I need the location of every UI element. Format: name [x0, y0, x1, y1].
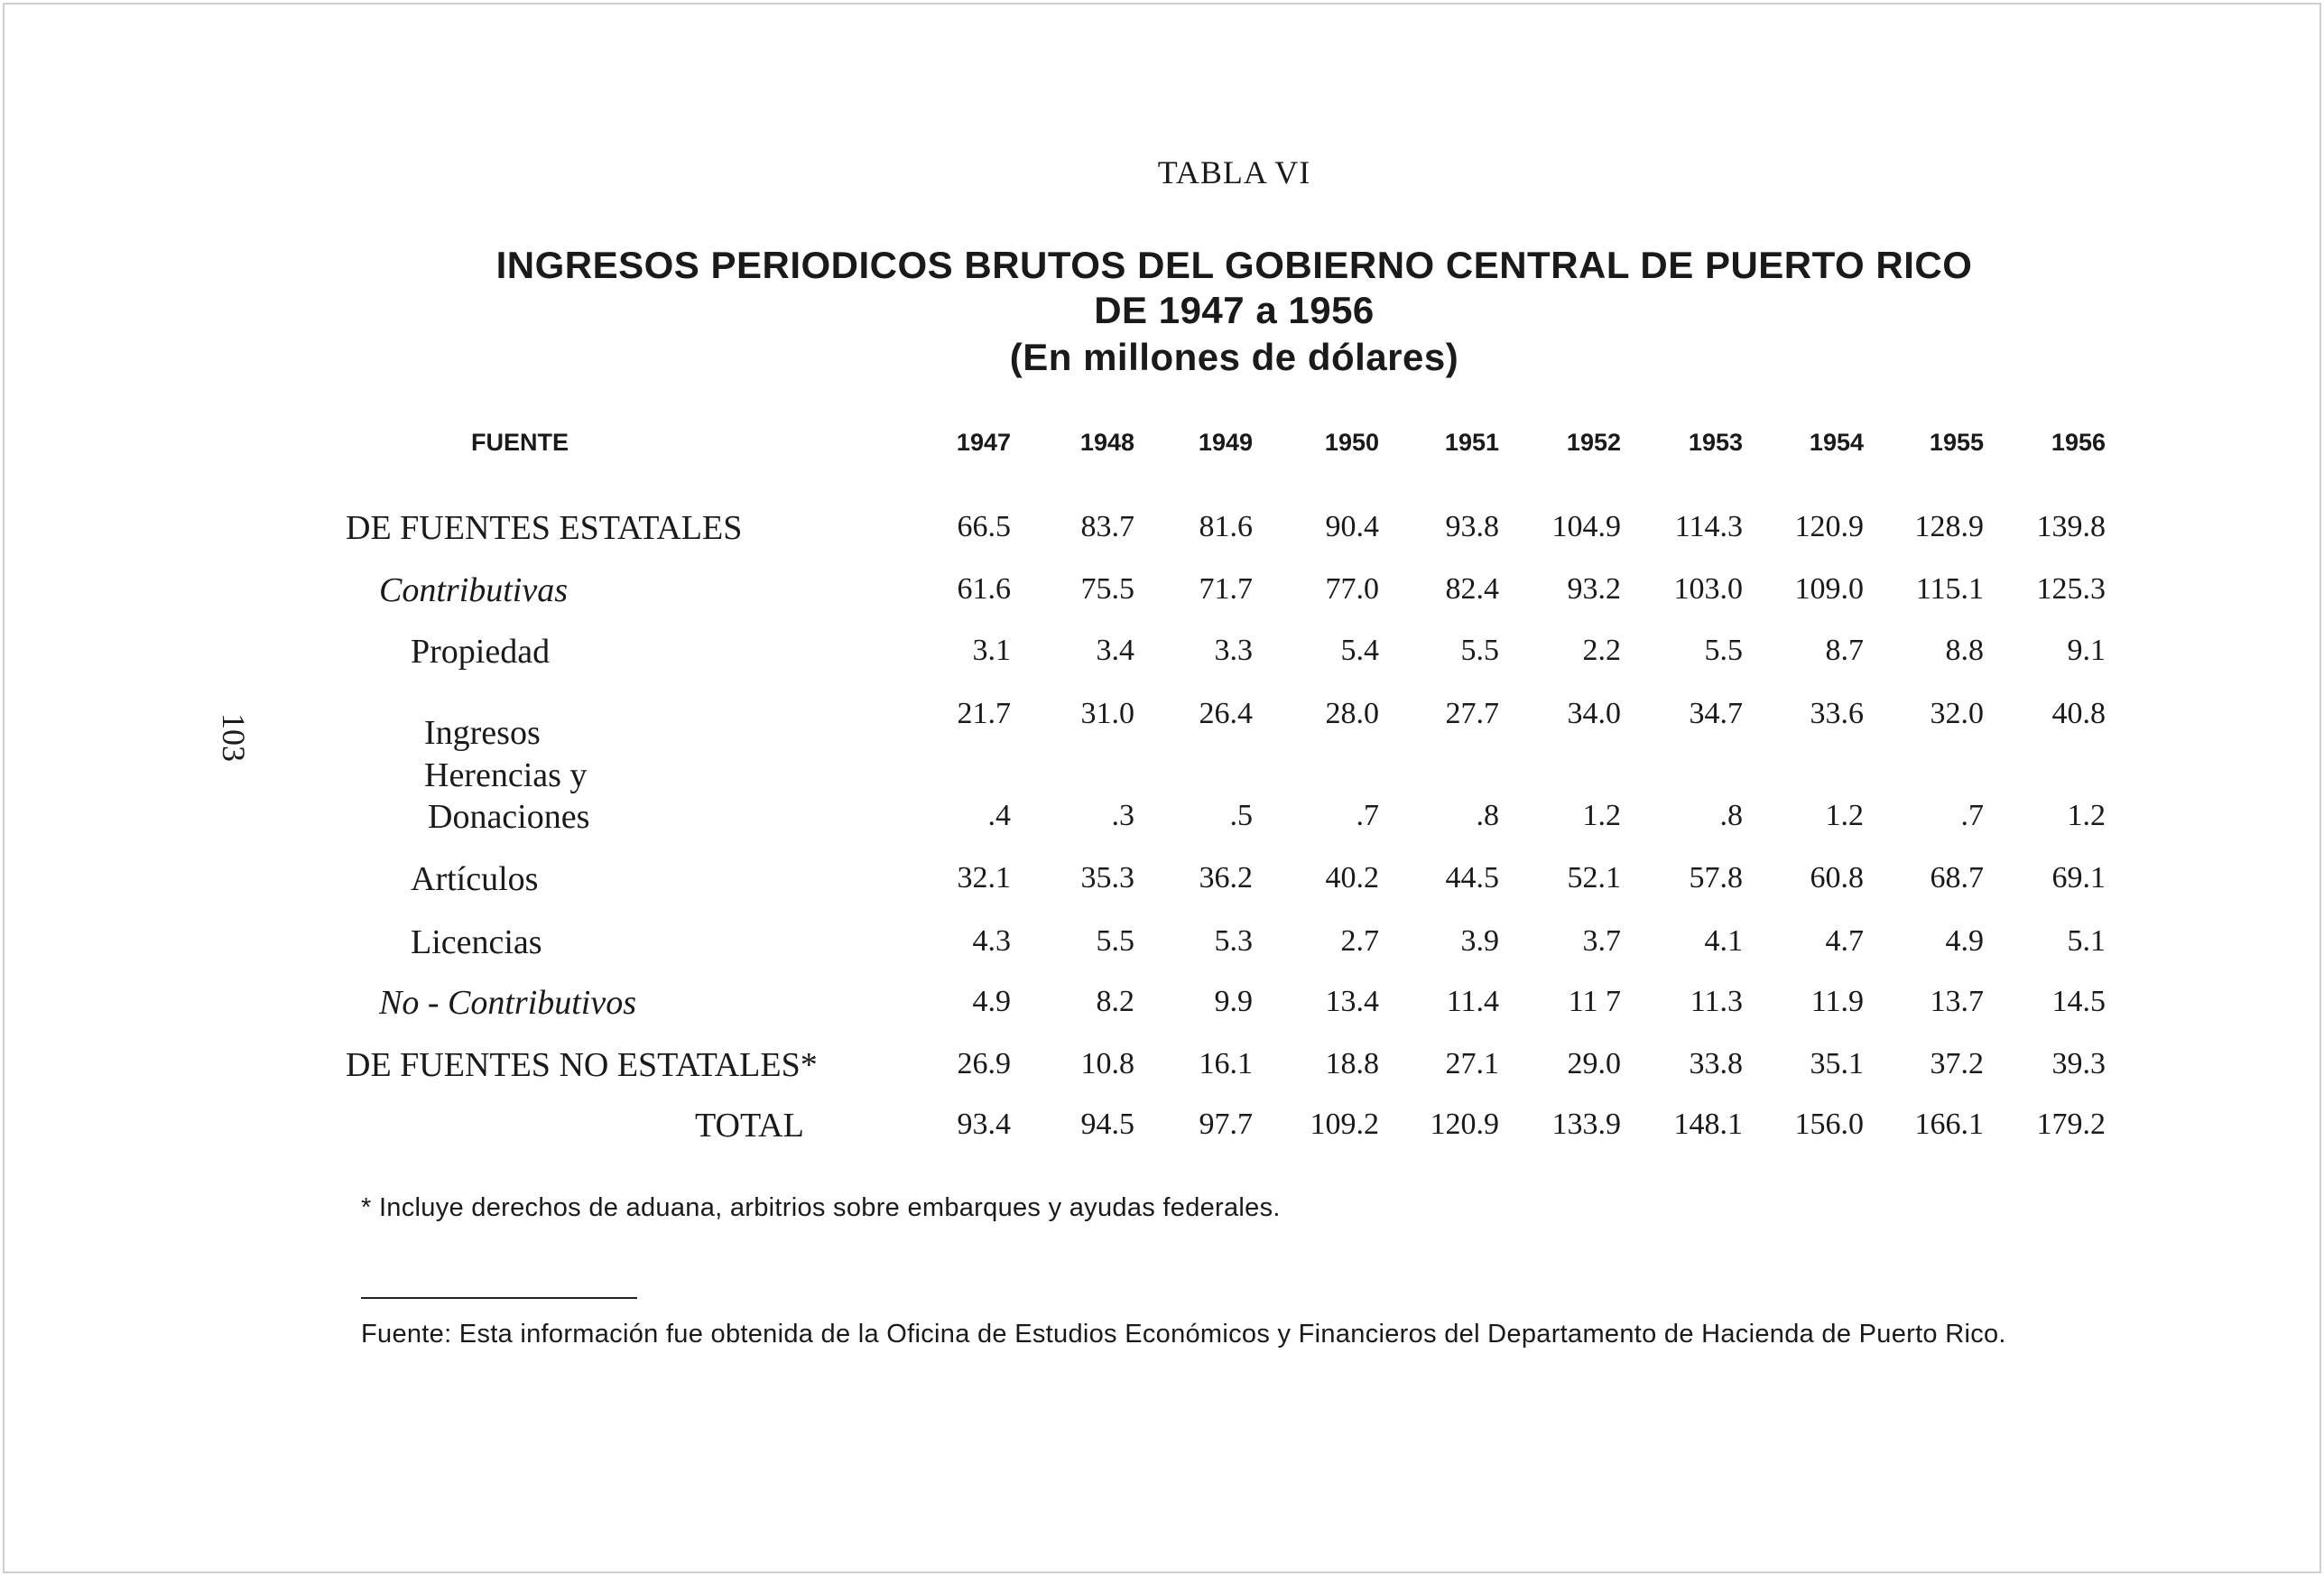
table-cell: 68.7 — [1930, 861, 1984, 895]
table-cell: 61.6 — [957, 572, 1011, 606]
row-label: No - Contributivos — [379, 984, 637, 1022]
table-cell: 77.0 — [1325, 572, 1379, 606]
table-cell: 69.1 — [2051, 861, 2106, 895]
row-label: Propiedad — [411, 633, 551, 671]
table-cell: 156.0 — [1794, 1108, 1864, 1141]
table-cell: 8.2 — [1096, 985, 1134, 1018]
table-label: TABLA VI — [1157, 154, 1311, 190]
table-cell: 5.4 — [1340, 634, 1379, 667]
table-cell: 11.3 — [1690, 985, 1743, 1018]
table-cell: 5.5 — [1096, 924, 1134, 958]
table-cell: 3.4 — [1096, 634, 1134, 667]
table-cell: 3.9 — [1460, 924, 1499, 958]
table-cell: 16.1 — [1199, 1047, 1253, 1080]
table-cell: 4.7 — [1825, 924, 1864, 958]
table-cell: 35.1 — [1810, 1047, 1864, 1080]
table-cell: 3.3 — [1214, 634, 1253, 667]
table-cell: 1.2 — [1825, 799, 1864, 832]
table-cell: 34.7 — [1689, 697, 1743, 730]
table-cell: 4.1 — [1704, 924, 1743, 958]
table-cell: 33.6 — [1810, 697, 1864, 730]
table-cell: 4.3 — [972, 924, 1011, 958]
table-cell: 2.2 — [1582, 634, 1621, 667]
table-cell: 94.5 — [1080, 1108, 1134, 1141]
table-cell: 8.7 — [1825, 634, 1864, 667]
table-cell: 26.9 — [957, 1047, 1011, 1080]
table-cell: 3.1 — [972, 634, 1011, 667]
table-cell: 18.8 — [1325, 1047, 1379, 1080]
table-cell: 44.5 — [1445, 861, 1499, 895]
table-cell: 33.8 — [1689, 1047, 1743, 1080]
header-year: 1947 — [956, 429, 1011, 456]
table-cell: 4.9 — [972, 985, 1011, 1018]
header-year: 1951 — [1444, 429, 1499, 456]
table-cell: 120.9 — [1794, 510, 1864, 543]
row-label: Ingresos — [424, 714, 541, 752]
table-cell: 14.5 — [2051, 985, 2106, 1018]
table-cell: 11.4 — [1446, 985, 1499, 1018]
row-label: Herencias y — [424, 756, 588, 794]
header-year: 1949 — [1198, 429, 1253, 456]
table-cell: .8 — [1476, 799, 1499, 832]
table-cell: 57.8 — [1689, 861, 1743, 895]
table-cell: 97.7 — [1199, 1108, 1253, 1141]
table-cell: 28.0 — [1325, 697, 1379, 730]
table-cell: 29.0 — [1567, 1047, 1621, 1080]
header-year: 1948 — [1079, 429, 1134, 456]
header-year: 1953 — [1688, 429, 1743, 456]
table-cell: 32.0 — [1930, 697, 1984, 730]
table-cell: 52.1 — [1567, 861, 1621, 895]
table-cell: 60.8 — [1810, 861, 1864, 895]
table-cell: 40.2 — [1325, 861, 1379, 895]
table-cell: 21.7 — [957, 697, 1011, 730]
table-cell: .4 — [987, 799, 1011, 832]
table-cell: 4.9 — [1945, 924, 1984, 958]
table-cell: 179.2 — [2036, 1108, 2106, 1141]
table-cell: 1.2 — [2067, 799, 2106, 832]
table-cell: 1.2 — [1582, 799, 1621, 832]
table-cell: .8 — [1719, 799, 1743, 832]
row-label: Artículos — [411, 860, 539, 898]
header-year: 1955 — [1929, 429, 1984, 456]
table-cell: 75.5 — [1080, 572, 1134, 606]
table-cell: 36.2 — [1199, 861, 1253, 895]
source-note: Fuente: Esta información fue obtenida de la Oficina de Estudios Económicos y Financieros del Departamento de Hacienda de Puerto Rico. — [361, 1320, 2006, 1349]
table-cell: 39.3 — [2051, 1047, 2106, 1080]
table-cell: 11 7 — [1568, 985, 1621, 1018]
table-cell: 13.7 — [1930, 985, 1984, 1018]
row-label: Donaciones — [428, 798, 590, 836]
title-line-1: INGRESOS PERIODICOS BRUTOS DEL GOBIERNO CENTRAL DE PUERTO RICO — [495, 244, 1973, 286]
table-cell: 93.8 — [1445, 510, 1499, 543]
title-line-3: (En millones de dólares) — [1009, 336, 1459, 378]
table-cell: 2.7 — [1340, 924, 1379, 958]
table-cell: 93.4 — [957, 1108, 1011, 1141]
table-cell: 9.9 — [1214, 985, 1253, 1018]
table-cell: 166.1 — [1914, 1108, 1984, 1141]
table-cell: 103.0 — [1673, 572, 1743, 606]
table-cell: 3.7 — [1582, 924, 1621, 958]
table-cell: 115.1 — [1915, 572, 1984, 606]
table-cell: 120.9 — [1430, 1108, 1499, 1141]
header-year: 1956 — [2051, 429, 2106, 456]
table-cell: 13.4 — [1325, 985, 1379, 1018]
row-label: Contributivas — [379, 571, 569, 609]
table-cell: 32.1 — [957, 861, 1011, 895]
table-cell: 125.3 — [2036, 572, 2106, 606]
table-cell: 148.1 — [1673, 1108, 1743, 1141]
table-cell: 5.3 — [1214, 924, 1253, 958]
table-cell: 133.9 — [1551, 1108, 1621, 1141]
table-cell: 83.7 — [1080, 510, 1134, 543]
table-cell: .5 — [1229, 799, 1253, 832]
table-cell: 71.7 — [1199, 572, 1253, 606]
table-cell: 37.2 — [1930, 1047, 1984, 1080]
table-cell: 9.1 — [2067, 634, 2106, 667]
table-cell: 11.9 — [1810, 985, 1864, 1018]
table-cell: .7 — [1356, 799, 1379, 832]
header-fuente: FUENTE — [471, 429, 569, 456]
table-cell: 81.6 — [1199, 510, 1253, 543]
table-cell: 8.8 — [1945, 634, 1984, 667]
header-year: 1954 — [1809, 429, 1864, 456]
table-cell: 5.5 — [1704, 634, 1743, 667]
table-cell: 82.4 — [1445, 572, 1499, 606]
table-cell: 40.8 — [2051, 697, 2106, 730]
table-cell: 27.7 — [1445, 697, 1499, 730]
table-cell: 139.8 — [2036, 510, 2106, 543]
table-cell: 5.1 — [2067, 924, 2106, 958]
table-cell: 5.5 — [1460, 634, 1499, 667]
row-label: DE FUENTES NO ESTATALES* — [346, 1046, 818, 1084]
table-cell: 10.8 — [1080, 1047, 1134, 1080]
table-cell: 26.4 — [1199, 697, 1253, 730]
header-year: 1952 — [1566, 429, 1621, 456]
table-cell: 66.5 — [957, 510, 1011, 543]
table-cell: 27.1 — [1445, 1047, 1499, 1080]
row-label: TOTAL — [695, 1107, 804, 1145]
title-line-2: DE 1947 a 1956 — [1094, 289, 1375, 331]
header-year: 1950 — [1324, 429, 1379, 456]
row-label: DE FUENTES ESTATALES — [346, 509, 743, 547]
table-cell: 109.2 — [1310, 1108, 1379, 1141]
page-number: 103 — [216, 713, 252, 762]
table-cell: .3 — [1111, 799, 1134, 832]
table-cell: 104.9 — [1551, 510, 1621, 543]
footnote: * Incluye derechos de aduana, arbitrios sobre embarques y ayudas federales. — [361, 1193, 1281, 1222]
table-cell: 90.4 — [1325, 510, 1379, 543]
row-label: Licencias — [411, 923, 542, 961]
source-divider — [361, 1297, 637, 1299]
table-cell: 114.3 — [1674, 510, 1743, 543]
table-cell: 35.3 — [1080, 861, 1134, 895]
table-cell: 93.2 — [1567, 572, 1621, 606]
table-cell: .7 — [1960, 799, 1984, 832]
table-cell: 31.0 — [1080, 697, 1134, 730]
table-cell: 128.9 — [1914, 510, 1984, 543]
table-cell: 34.0 — [1567, 697, 1621, 730]
table-cell: 109.0 — [1794, 572, 1864, 606]
